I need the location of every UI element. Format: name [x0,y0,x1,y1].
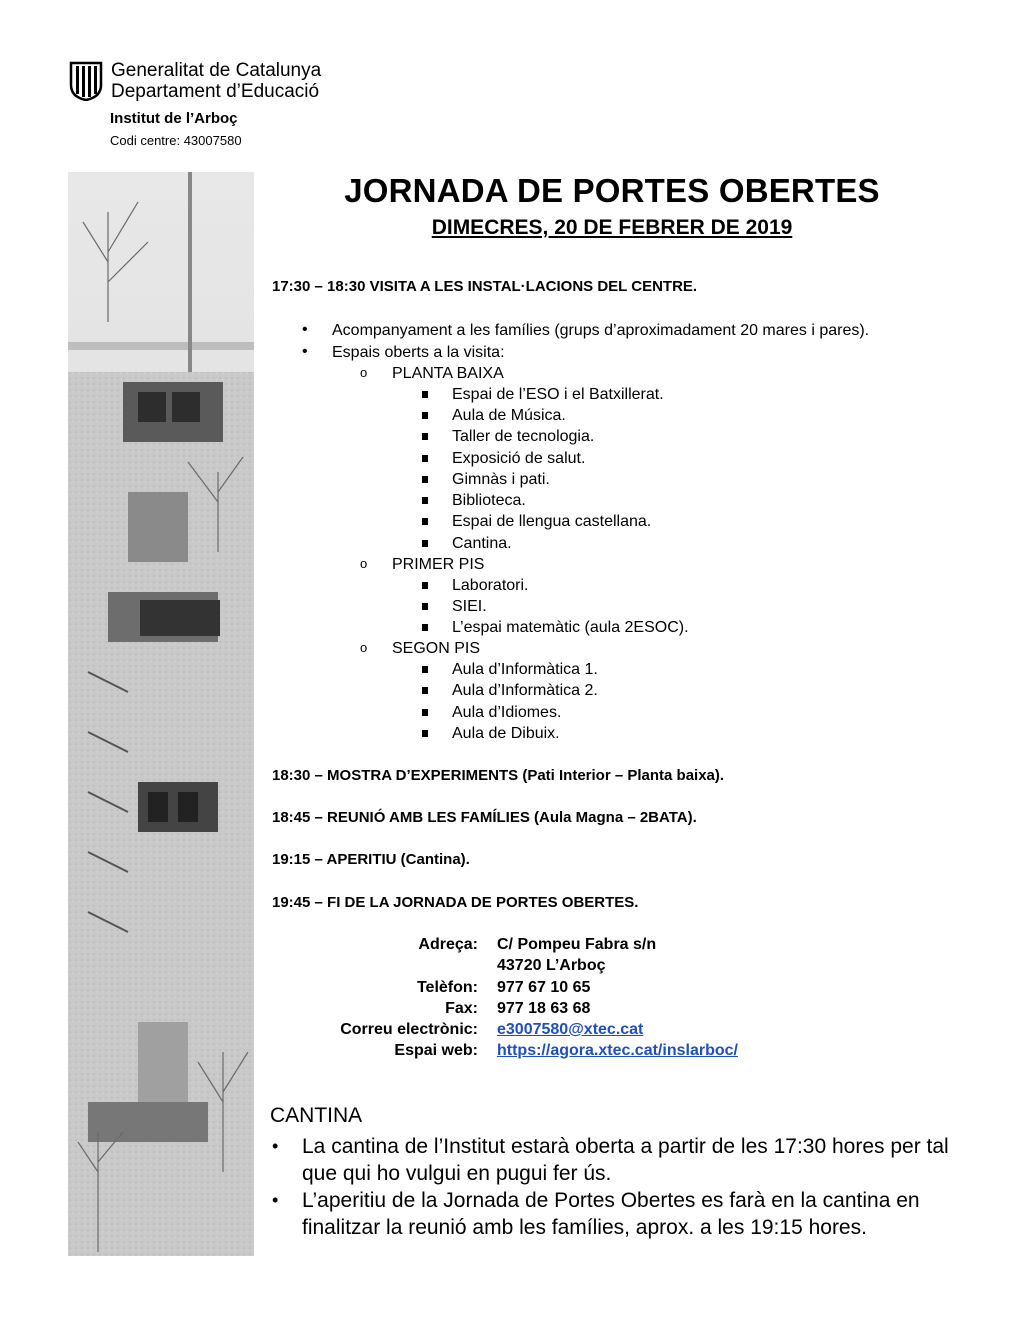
schedule-item: 18:45 – REUNIÓ AMB LES FAMÍLIES (Aula Magna – 2BATA). [272,809,697,826]
list-item-text: Aula d’Informàtica 1. [452,661,598,678]
list-item-text: Biblioteca. [452,492,526,509]
circle-bullet-icon: o [360,556,368,571]
list-item-text: Gimnàs i pati. [452,471,550,488]
list-item-text: Aula d’Informàtica 2. [452,682,598,699]
school-name: Institut de l’Arboç [110,110,238,127]
floor-name: PLANTA BAIXA [392,365,504,382]
floor-name: SEGON PIS [392,640,481,657]
square-bullet-icon [422,412,428,419]
cantina-item [270,1187,970,1241]
email-label: Correu electrònic: [340,1021,478,1038]
square-bullet-icon [422,666,428,673]
square-bullet-icon [422,730,428,737]
address-line1: C/ Pompeu Fabra s/n [497,936,657,953]
bullet-icon: • [272,1136,279,1156]
visit-bullet-text: Espais oberts a la visita: [332,344,505,361]
square-bullet-icon [422,433,428,440]
bullet-icon: • [272,1190,279,1210]
schedule-item: 19:45 – FI DE LA JORNADA DE PORTES OBERTES. [272,894,639,911]
square-bullet-icon [422,603,428,610]
bullet-icon: • [302,321,308,338]
schedule-item: 19:15 – APERITIU (Cantina). [272,851,470,868]
web-link[interactable]: https://agora.xtec.cat/inslarboc/ [497,1042,738,1059]
schedule-item: 17:30 – 18:30 VISITA A LES INSTAL·LACIONS DEL CENTRE. [272,278,698,295]
list-item-text: Espai de l’ESO i el Batxillerat. [452,386,664,403]
list-item-text: Aula de Música. [452,407,566,424]
phone-value: 977 67 10 65 [497,979,591,996]
list-item-text: Laboratori. [452,577,529,594]
web-label: Espai web: [394,1042,478,1059]
floor-name: PRIMER PIS [392,556,485,573]
school-code: Codi centre: 43007580 [110,133,242,148]
square-bullet-icon [422,540,428,547]
cantina-item-text: L’aperitiu de la Jornada de Portes Obertes es farà en la cantina en finalitzar la reunió amb les famílies, aprox. a les 19:15 hores. [302,1189,920,1239]
list-item-text: Exposició de salut. [452,450,586,467]
phone-label: Telèfon: [416,979,478,996]
square-bullet-icon [422,709,428,716]
visit-bullet-text: Acompanyament a les famílies (grups d’aproximadament 20 mares i pares). [332,322,870,339]
list-item-text: Taller de tecnologia. [452,428,595,445]
square-bullet-icon [422,687,428,694]
org-name-line2: Departament d’Educació [111,81,320,102]
square-bullet-icon [422,497,428,504]
schedule-item: 18:30 – MOSTRA D’EXPERIMENTS (Pati Interior – Planta baixa). [272,767,725,784]
cantina-item [270,1133,970,1187]
square-bullet-icon [422,624,428,631]
list-item-text: L’espai matemàtic (aula 2ESOC). [452,619,689,636]
generalitat-logo-icon [68,61,104,101]
page-subtitle [272,216,952,240]
circle-bullet-icon: o [360,640,368,655]
list-item-text: Aula de Dibuix. [452,725,560,742]
email-link[interactable]: e3007580@xtec.cat [497,1021,644,1038]
list-item-text: Cantina. [452,535,512,552]
square-bullet-icon [422,518,428,525]
org-name-line1: Generalitat de Catalunya [111,60,322,81]
page-title: JORNADA DE PORTES OBERTES [344,172,880,209]
square-bullet-icon [422,582,428,589]
list-item-text: Aula d’Idiomes. [452,704,562,721]
address-line2: 43720 L’Arboç [497,957,606,974]
fax-value: 977 18 63 68 [497,1000,591,1017]
square-bullet-icon [422,391,428,398]
circle-bullet-icon: o [360,365,368,380]
fax-label: Fax: [445,1000,478,1017]
bullet-icon: • [302,343,308,360]
square-bullet-icon [422,476,428,483]
page-subtitle-text: DIMECRES, 20 DE FEBRER DE 2019 [431,216,793,239]
list-item-text: SIEI. [452,598,487,615]
school-building-photo [68,172,254,1256]
list-item-text: Espai de llengua castellana. [452,513,652,530]
address-label: Adreça: [418,936,478,953]
square-bullet-icon [422,455,428,462]
cantina-item-text: La cantina de l’Institut estarà oberta a partir de les 17:30 hores per tal que qui ho vulgui en pugui fer ús. [302,1135,949,1185]
cantina-heading: CANTINA [270,1104,363,1127]
